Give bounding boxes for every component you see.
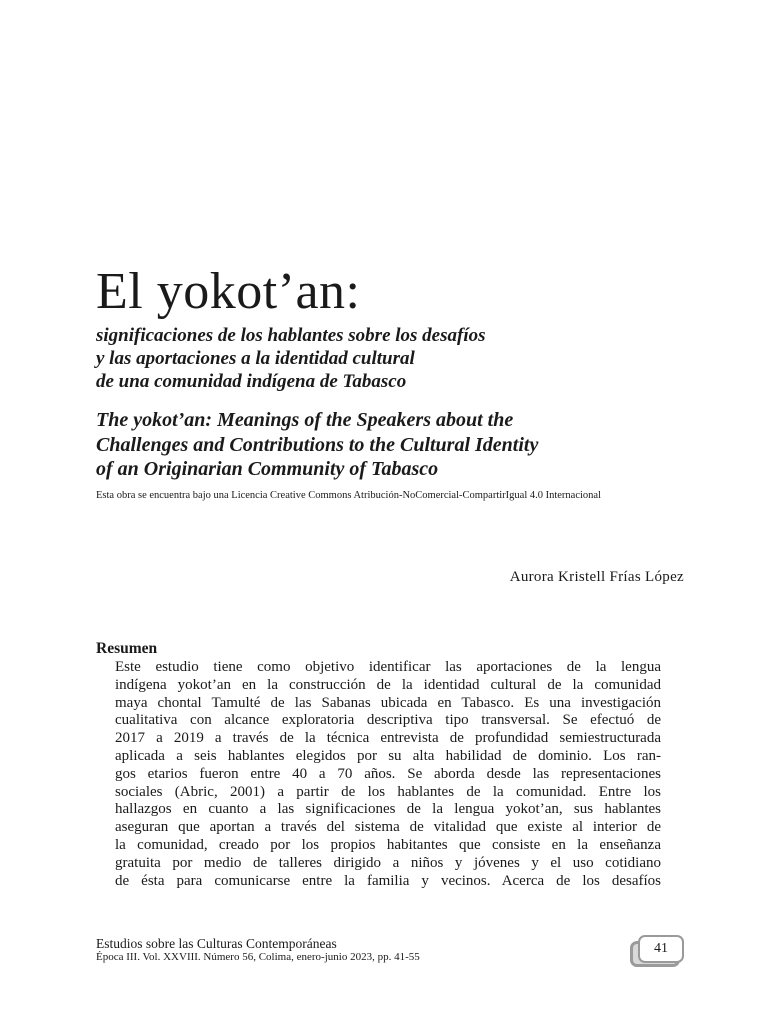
abstract-line: aseguran que aportan a través del sistema de vitalidad que existe al interior de (115, 819, 661, 836)
abstract-line: gratuita por medio de talleres dirigido a niños y jóvenes y el uso cotidiano (115, 854, 661, 871)
abstract-line: la comunidad, creado por los propios habitantes que consiste en la enseñanza (115, 836, 661, 853)
title-en-line: The yokot’an: Meanings of the Speakers about the (96, 409, 514, 431)
abstract-line: cualitativa con alcance exploratoria descriptiva tipo transversal. Se efectuó de (115, 712, 661, 729)
abstract-line: de ésta para comunicarse entre la familia y vecinos. Acerca de los desafíos (115, 872, 661, 889)
author-name: Aurora Kristell Frías López (509, 569, 684, 585)
footer-issue-info: Época III. Vol. XXVIII. Número 56, Colima, enero-junio 2023, pp. 41-55 (96, 951, 420, 963)
subtitle-es-line: significaciones de los hablantes sobre los desafíos (96, 325, 486, 346)
article-title: El yokot’an: (96, 263, 361, 320)
abstract-heading: Resumen (96, 640, 158, 657)
page-number: 41 (638, 935, 684, 963)
abstract-body (115, 659, 661, 890)
title-en-line: Challenges and Contributions to the Cultural Identity (96, 433, 539, 456)
article-title-en (96, 408, 716, 482)
abstract-line: gos etarios fueron entre 40 a 70 años. Se aborda desde las representaciones (115, 765, 661, 782)
abstract-line: Este estudio tiene como objetivo identificar las aportaciones de la lengua (115, 659, 661, 675)
abstract-line: 2017 a 2019 a través de la técnica entrevista de profundidad semiestructurada (115, 730, 661, 747)
title-en-line: of an Originarian Community of Tabasco (96, 458, 439, 480)
abstract-line: indígena yokot’an en la construcción de la identidad cultural de la comunidad (115, 676, 661, 693)
abstract-line: hallazgos en cuanto a las significaciones de la lengua yokot’an, sus hablantes (115, 801, 661, 818)
subtitle-es-line: de una comunidad indígena de Tabasco (96, 371, 407, 392)
abstract-line: aplicada a seis hablantes elegidos por su alta habilidad de dominio. Los ran- (115, 747, 661, 764)
subtitle-es-line: y las aportaciones a la identidad cultural (96, 348, 415, 369)
license-notice: Esta obra se encuentra bajo una Licencia Creative Commons Atribución-NoComercial-CompartirIgual 4.0 Internacional (96, 490, 601, 501)
page-number-badge (630, 935, 684, 967)
article-subtitle-es (96, 324, 716, 393)
abstract-line: sociales (Abric, 2001) a partir de los hablantes de la comunidad. Entre los (115, 783, 661, 800)
footer-journal-name: Estudios sobre las Culturas Contemporáneas (96, 936, 337, 951)
abstract-line: maya chontal Tamulté de las Sabanas ubicada en Tabasco. Es una investigación (115, 694, 661, 711)
